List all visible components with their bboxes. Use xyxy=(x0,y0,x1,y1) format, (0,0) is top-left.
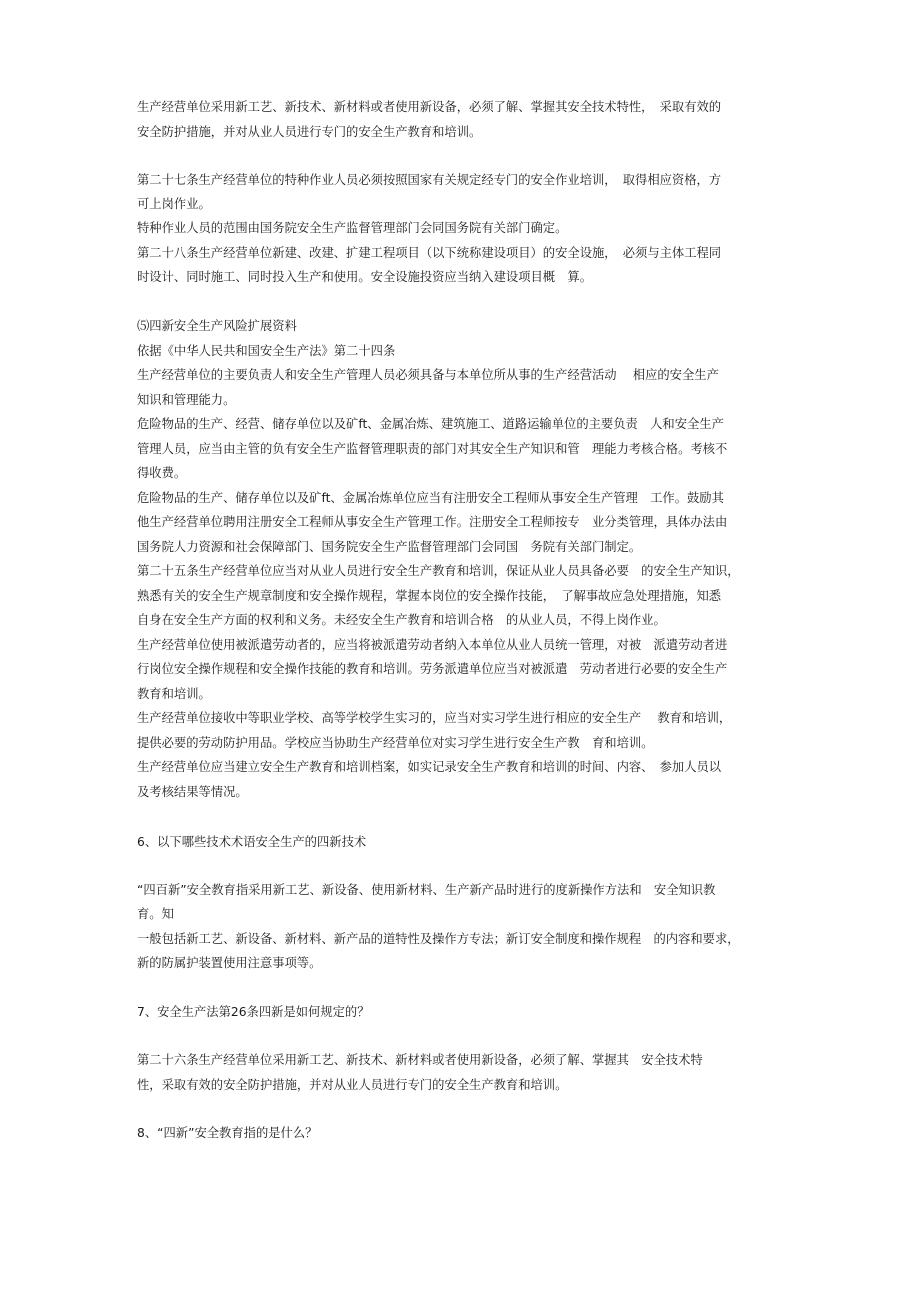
text-line: 危险物品的生产、储存单位以及矿ft、金属冶炼单位应当有注册安全工程师从事安全生产管理 工作。鼓励其 xyxy=(137,491,724,505)
text-line: 自身在安全生产方面的权利和义务。未经安全生产教育和培训合格 的从业人员，不得上岗作业。 xyxy=(137,613,666,627)
text-line: 他生产经营单位聘用注册安全工程师从事安全生产管理工作。注册安全工程师按专 业分类管理，具体办法由 xyxy=(137,515,728,529)
text-line: 生产经营单位的主要负责人和安全生产管理人员必须具备与本单位所从事的生产经营活动 相应的安全生产 xyxy=(137,368,719,382)
text-line: 生产经营单位采用新工艺、新技术、新材料或者使用新设备，必须了解、掌握其安全技术特性， 采取有效的 xyxy=(137,100,722,114)
text-line: 第二十五条生产经营单位应当对从业人员进行安全生产教育和培训，保证从业人员具备必要 的安全生产知识， xyxy=(137,564,740,578)
text-line: 危险物品的生产、经营、储存单位以及矿ft、金属冶炼、建筑施工、道路运输单位的主要负责 人和安全生产 xyxy=(137,417,724,431)
text-line: 知识和管理能力。 xyxy=(137,393,236,407)
question-heading: 6、以下哪些技术术语安全生产的四新技术 xyxy=(137,835,367,849)
text-line: 依据《中华人民共和国安全生产法》第二十四条 xyxy=(137,344,396,358)
text-line: 教育和培训。 xyxy=(137,687,211,701)
text-line: 性，采取有效的安全防护措施，并对从业人员进行专门的安全生产教育和培训。 xyxy=(137,1078,568,1092)
text-line: 第二十八条生产经营单位新建、改建、扩建工程项目（以下统称建设项目）的安全设施， 必须与主体工程同 xyxy=(137,246,722,260)
question-heading: 7、安全生产法第26条四新是如何规定的？ xyxy=(137,1005,370,1019)
text-line: 及考核结果等情况。 xyxy=(137,785,248,799)
text-line: 国务院人力资源和社会保障部门、国务院安全生产监督管理部门会同国 务院有关部门制定。 xyxy=(137,540,642,554)
text-line: 提供必要的劳动防护用品。学校应当协助生产经营单位对实习学生进行安全生产教 育和培训。 xyxy=(137,736,654,750)
text-line: 生产经营单位接收中等职业学校、高等学校学生实习的，应当对实习学生进行相应的安全生产 教育和培训， xyxy=(137,711,732,725)
text-line: 管理人员，应当由主管的负有安全生产监督管理职责的部门对其安全生产知识和管 理能力考核合格。考核不 xyxy=(137,442,728,456)
text-line: 生产经营单位应当建立安全生产教育和培训档案，如实记录安全生产教育和培训的时间、内容、 参加人员以 xyxy=(137,760,722,774)
text-line: 行岗位安全操作规程和安全操作技能的教育和培训。劳务派遣单位应当对被派遣 劳动者进行必要的安全生产 xyxy=(137,662,728,676)
text-line: 熟悉有关的安全生产规章制度和安全操作规程，掌握本岗位的安全操作技能， 了解事故应急处理措施，知悉 xyxy=(137,589,722,603)
text-line: 育。知 xyxy=(137,907,174,921)
text-line: 第二十六条生产经营单位采用新工艺、新技术、新材料或者使用新设备，必须了解、掌握其 安全技术特 xyxy=(137,1053,703,1067)
text-line: 一般包括新工艺、新设备、新材料、新产品的道特性及操作方专法；新订安全制度和操作规程 的内容和要求， xyxy=(137,932,740,946)
text-line: 特种作业人员的范围由国务院安全生产监督管理部门会同国务院有关部门确定。 xyxy=(137,221,568,235)
text-line: 可上岗作业。 xyxy=(137,197,211,211)
text-line: 新的防属护装置使用注意事项等。 xyxy=(137,956,322,970)
section-heading: ⑸四新安全生产风险扩展资料 xyxy=(137,319,297,333)
text-line: 生产经营单位使用被派遣劳动者的，应当将被派遣劳动者纳入本单位从业人员统一管理，对被 派遣劳动者进 xyxy=(137,638,728,652)
text-line: “四百新”安全教育指采用新工艺、新设备、使用新材料、生产新产品时进行的度新操作方法和 安全知识教 xyxy=(137,883,716,897)
text-line: 得收费。 xyxy=(137,466,187,480)
question-heading: 8、“四新”安全教育指的是什么？ xyxy=(137,1126,318,1140)
text-line: 时设计、同时施工、同时投入生产和使用。安全设施投资应当纳入建设项目概 算。 xyxy=(137,270,592,284)
text-line: 第二十七条生产经营单位的特种作业人员必须按照国家有关规定经专门的安全作业培训， 取得相应资格，方 xyxy=(137,173,722,187)
text-line: 安全防护措施，并对从业人员进行专门的安全生产教育和培训。 xyxy=(137,125,482,139)
